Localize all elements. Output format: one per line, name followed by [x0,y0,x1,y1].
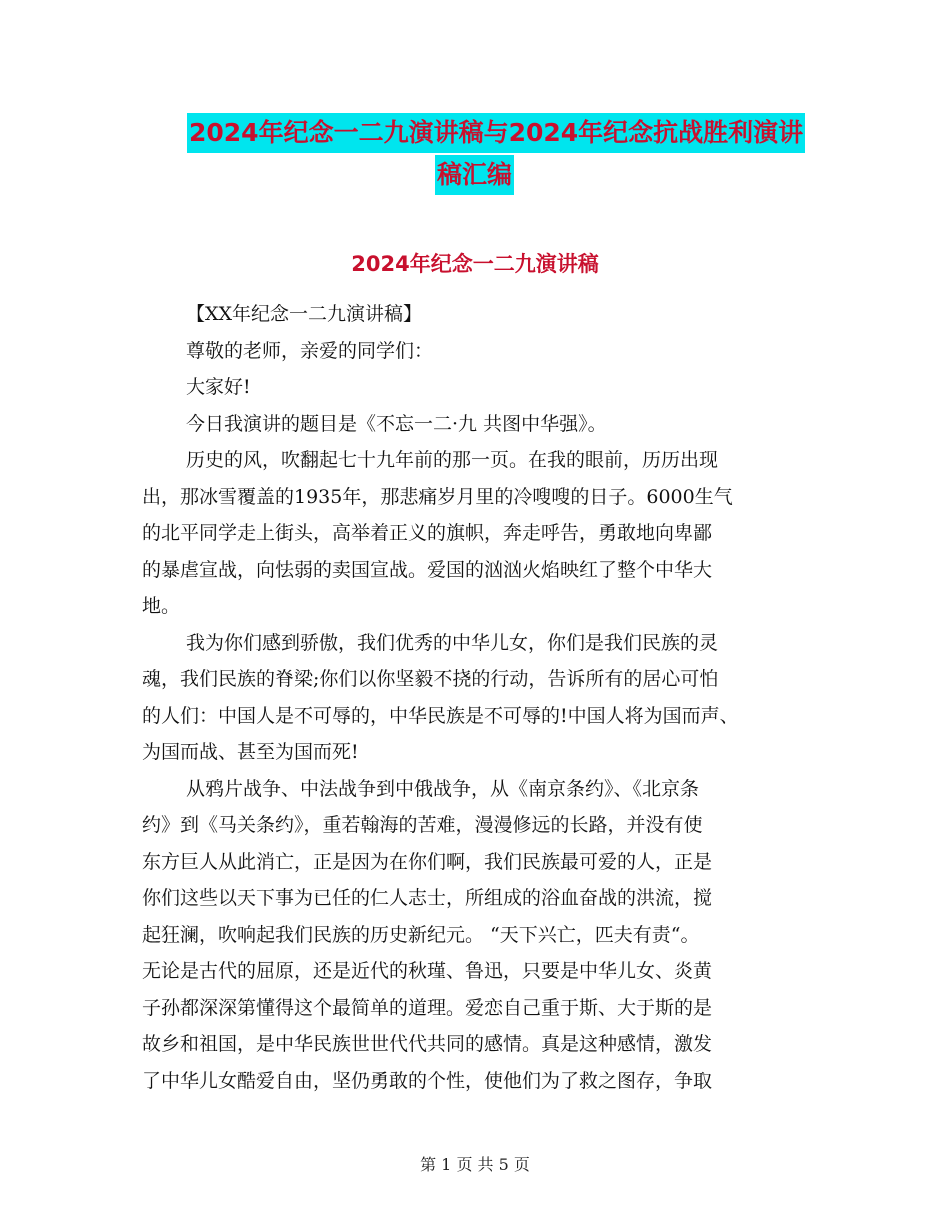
text-line: 出，那冰雪覆盖的1935年，那悲痛岁月里的冷嗖嗖的日子。6000生气 [142,485,733,508]
text-line: 大家好! [186,376,251,398]
text-line: 今日我演讲的题目是《不忘一二·九 共图中华强》。 [186,412,607,435]
text-line: 我为你们感到骄傲，我们优秀的中华儿女，你们是我们民族的灵 [186,631,719,654]
text-line: 无论是古代的屈原，还是近代的秋瑾、鲁迅，只要是中华儿女、炎黄 [142,960,713,982]
text-line: 东方巨人从此消亡，正是因为在你们啊，我们民族最可爱的人，正是 [142,850,713,873]
text-line: 从鸦片战争、中法战争到中俄战争，从《南京条约》、《北京条 [186,777,700,800]
section-heading: 2024年纪念一二九演讲稿 [351,252,599,276]
text-line: 了中华儿女酷爱自由，坚仍勇敢的个性，使他们为了救之图存，争取 [142,1069,713,1092]
text-line: 地。 [142,595,181,617]
text-line: 的暴虐宣战，向怯弱的卖国宣战。爱国的汹汹火焰映红了整个中华大 [142,558,713,581]
text-line: 约》到《马关条约》，重若翰海的苦难，漫漫修远的长路，并没有使 [142,814,703,836]
text-line: 故乡和祖国，是中华民族世世代代共同的感情。真是这种感情，激发 [142,1033,713,1055]
text-line: 为国而战、甚至为国而死! [142,741,359,763]
title-line-2: 稿汇编 [435,155,514,195]
title-line-1: 2024年纪念一二九演讲稿与2024年纪念抗战胜利演讲 [187,113,805,153]
text-line: 【XX年纪念一二九演讲稿】 [186,303,423,325]
page-number: 第 1 页 共 5 页 [420,1155,530,1174]
text-line: 的人们：中国人是不可辱的，中华民族是不可辱的!中国人将为国而声、 [142,704,739,727]
text-line: 魂，我们民族的脊梁;你们以你坚毅不挠的行动，告诉所有的居心可怕 [142,668,719,690]
speech-body [142,296,802,1099]
text-line: 尊敬的老师，亲爱的同学们： [186,339,434,362]
text-line: 你们这些以天下事为已任的仁人志士，所组成的浴血奋战的洪流，搅 [142,887,713,909]
text-line: 子孙都深深第懂得这个最简单的道理。爱恋自己重于斯、大于斯的是 [142,996,713,1019]
text-line: 历史的风，吹翻起七十九年前的那一页。在我的眼前，历历出现 [186,449,719,471]
text-line: 的北平同学走上街头，高举着正义的旗帜，奔走呼告，勇敢地向卑鄙 [142,522,713,544]
text-line: 起狂澜，吹响起我们民族的历史新纪元。 “天下兴亡，匹夫有责“。 [142,923,700,946]
